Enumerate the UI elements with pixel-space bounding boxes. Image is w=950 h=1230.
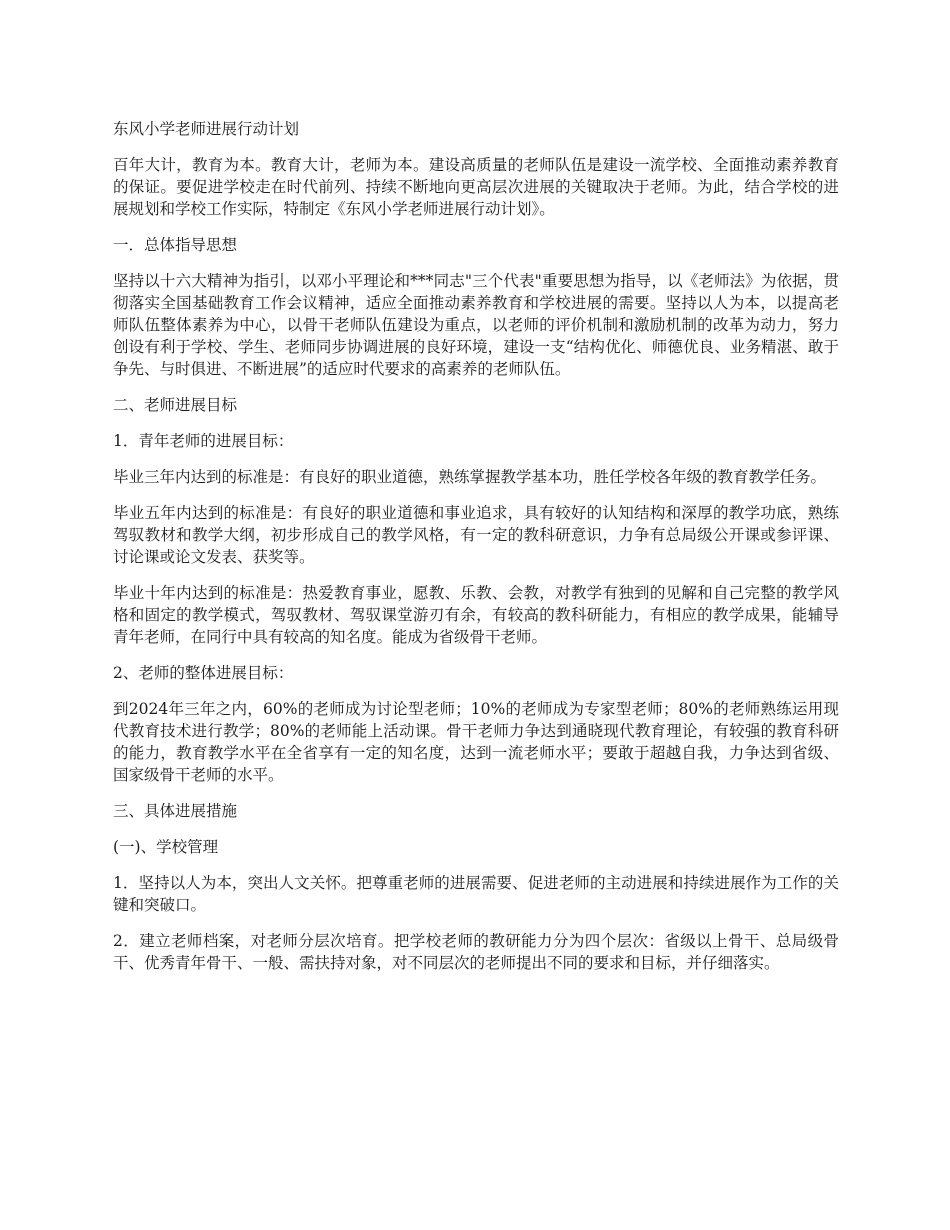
measure-item-1: 1．坚持以人为本，突出人文关怀。把尊重老师的进展需要、促进老师的主动进展和持续进展作为工作的关键和突破口。 <box>113 874 839 914</box>
section-heading-measures: 三、具体进展措施 <box>113 802 238 820</box>
section-heading-development-goals: 二、老师进展目标 <box>113 396 238 414</box>
subheading-school-management: (一)、学校管理 <box>113 838 219 856</box>
ten-year-standard-paragraph: 毕业十年内达到的标准是：热爱教育事业，愿教、乐教、会教，对教学有独到的见解和自己完整的教学风格和固定的教学模式，驾驭教材、驾驭课堂游刃有余，有较高的教科研能力，有相应的教学成果，能辅导青年老师，在同行中具有较高的知名度。能成为省级骨干老师。 <box>113 584 839 646</box>
five-year-standard-paragraph: 毕业五年内达到的标准是：有良好的职业道德和事业追求，具有较好的认知结构和深厚的教学功底，熟练驾驭教材和教学大纲，初步形成自己的教学风格，有一定的教科研意识，力争有总局级公开课或参评课、讨论课或论文发表、获奖等。 <box>113 504 839 566</box>
subheading-overall-goals: 2、老师的整体进展目标： <box>113 664 294 682</box>
document-title: 东风小学老师进展行动计划 <box>113 120 300 138</box>
intro-paragraph: 百年大计，教育为本。教育大计，老师为本。建设高质量的老师队伍是建设一流学校、全面推动素养教育的保证。要促进学校走在时代前列、持续不断地向更高层次进展的关键取决于老师。为此，结合学校的进展规划和学校工作实际，特制定《东风小学老师进展行动计划》。 <box>113 156 839 218</box>
subheading-young-teacher-goals: 1．青年老师的进展目标： <box>113 432 294 450</box>
guiding-ideology-paragraph: 坚持以十六大精神为指引，以邓小平理论和***同志"三个代表"重要思想为指导，以《老师法》为依据，贯彻落实全国基础教育工作会议精神，适应全面推动素养教育和学校进展的需要。坚持以人为本，以提高老师队伍整体素养为中心，以骨干老师队伍建设为重点，以老师的评价机制和激励机制的改革为动力，努力创设有利于学校、学生、老师同步协调进展的良好环境，建设一支“结构优化、师德优良、业务精湛、敢于争先、与时俱进、不断进展”的适应时代要求的高素养的老师队伍。 <box>113 272 839 378</box>
overall-goals-paragraph: 到2024年三年之内，60%的老师成为讨论型老师；10%的老师成为专家型老师；80%的老师熟练运用现代教育技术进行教学；80%的老师能上活动课。骨干老师力争达到通晓现代教育理论，有较强的教育科研的能力，教育教学水平在全省享有一定的知名度，达到一流老师水平；要敢于超越自我，力争达到省级、国家级骨干老师的水平。 <box>113 700 839 784</box>
three-year-standard-paragraph: 毕业三年内达到的标准是：有良好的职业道德，熟练掌握教学基本功，胜任学校各年级的教育教学任务。 <box>113 468 827 486</box>
document-page <box>113 118 839 988</box>
measure-item-2: 2．建立老师档案，对老师分层次培育。把学校老师的教研能力分为四个层次：省级以上骨干、总局级骨干、优秀青年骨干、一般、需扶持对象，对不同层次的老师提出不同的要求和目标，并仔细落实。 <box>113 932 839 972</box>
section-heading-guiding-ideology: 一．总体指导思想 <box>113 236 238 254</box>
